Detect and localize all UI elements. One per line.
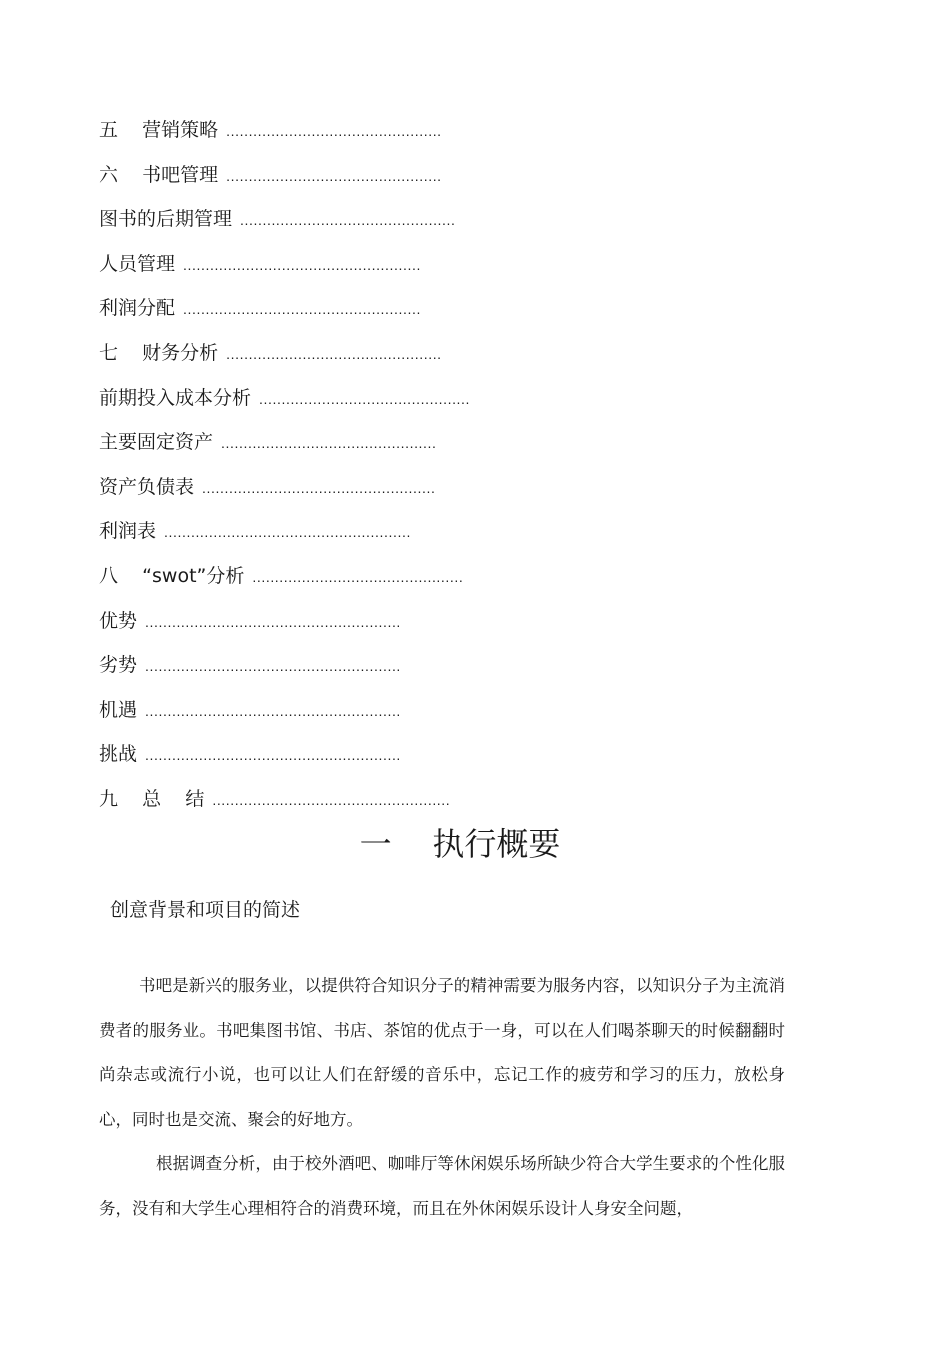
- toc-entry-label: 主要固定资产: [99, 431, 214, 454]
- paragraph: 书吧是新兴的服务业，以提供符合知识分子的精神需要为服务内容，以知识分子为主流消费者的服务业。书吧集图书馆、书店、茶馆的优点于一身，可以在人们喝茶聊天的时候翻翻时尚杂志或流行小说，也可以让人们在舒缓的音乐中，忘记工作的疲劳和学习的压力，放松身心，同时也是交流、聚会的好地方。: [99, 976, 785, 1129]
- toc-entry[interactable]: [99, 157, 799, 202]
- toc-entry[interactable]: [99, 290, 799, 335]
- toc-leader-dots: ................................................: [226, 123, 442, 139]
- paragraph: 根据调查分析，由于校外酒吧、咖啡厅等休闲娱乐场所缺少符合大学生要求的个性化服务，没有和大学生心理相符合的消费环境，而且在外休闲娱乐设计人身安全问题，: [99, 1154, 785, 1218]
- toc-entry-label: 利润表: [99, 520, 157, 543]
- toc-leader-dots: .....................................................: [183, 256, 421, 273]
- toc-entry-label: 六 书吧管理: [99, 163, 219, 186]
- toc-leader-dots: ................................................: [240, 212, 456, 229]
- toc-entry-label: 利润分配: [99, 297, 176, 320]
- toc-leader-dots: .......................................................: [164, 524, 411, 541]
- toc-entry[interactable]: [99, 380, 799, 425]
- toc-leader-dots: .........................................................: [145, 658, 401, 675]
- toc-entry-label: 优势: [99, 609, 138, 632]
- toc-leader-dots: ....................................................: [202, 479, 436, 496]
- toc-entry[interactable]: [99, 424, 799, 469]
- toc-entry-label: 人员管理: [99, 252, 176, 275]
- toc-entry[interactable]: [99, 603, 799, 648]
- toc-entry[interactable]: [99, 513, 799, 558]
- toc-leader-dots: ...............................................: [252, 568, 464, 585]
- toc-leader-dots: .........................................................: [145, 747, 401, 764]
- toc-entry[interactable]: [99, 781, 799, 826]
- toc-entry[interactable]: [99, 112, 799, 157]
- toc-entry-label: 七 财务分析: [99, 341, 219, 364]
- toc-leader-dots: ................................................: [221, 435, 437, 452]
- toc-entry-label: 前期投入成本分析: [99, 386, 252, 409]
- toc-entry[interactable]: [99, 692, 799, 737]
- toc-entry-label: 八 “swot”分析: [99, 564, 245, 587]
- table-of-contents: [99, 112, 799, 826]
- toc-entry-label: 五 营销策略: [99, 119, 219, 141]
- toc-entry[interactable]: [99, 201, 799, 246]
- toc-leader-dots: .....................................................: [183, 301, 421, 318]
- toc-entry-label: 资产负债表: [99, 475, 195, 498]
- toc-leader-dots: ................................................: [226, 167, 442, 184]
- toc-leader-dots: .....................................................: [212, 791, 451, 808]
- toc-leader-dots: ...............................................: [259, 390, 471, 407]
- toc-entry[interactable]: [99, 647, 799, 692]
- toc-entry-label: 挑战: [99, 743, 138, 766]
- toc-leader-dots: .........................................................: [145, 702, 401, 719]
- toc-leader-dots: ................................................: [226, 345, 442, 362]
- toc-entry[interactable]: [99, 736, 799, 781]
- toc-entry[interactable]: [99, 246, 799, 291]
- toc-entry-label: 九 总 结: [99, 787, 205, 810]
- body-text: [99, 964, 785, 1231]
- toc-entry-label: 机遇: [99, 698, 138, 721]
- toc-leader-dots: .........................................................: [145, 613, 401, 630]
- toc-entry[interactable]: [99, 335, 799, 380]
- subsection-title: 创意背景和项目的简述: [110, 899, 301, 921]
- toc-entry[interactable]: [99, 558, 799, 603]
- section-title: 一 执行概要: [359, 825, 561, 863]
- toc-entry-label: 劣势: [99, 654, 138, 677]
- toc-entry[interactable]: [99, 469, 799, 514]
- toc-entry-label: 图书的后期管理: [99, 208, 233, 231]
